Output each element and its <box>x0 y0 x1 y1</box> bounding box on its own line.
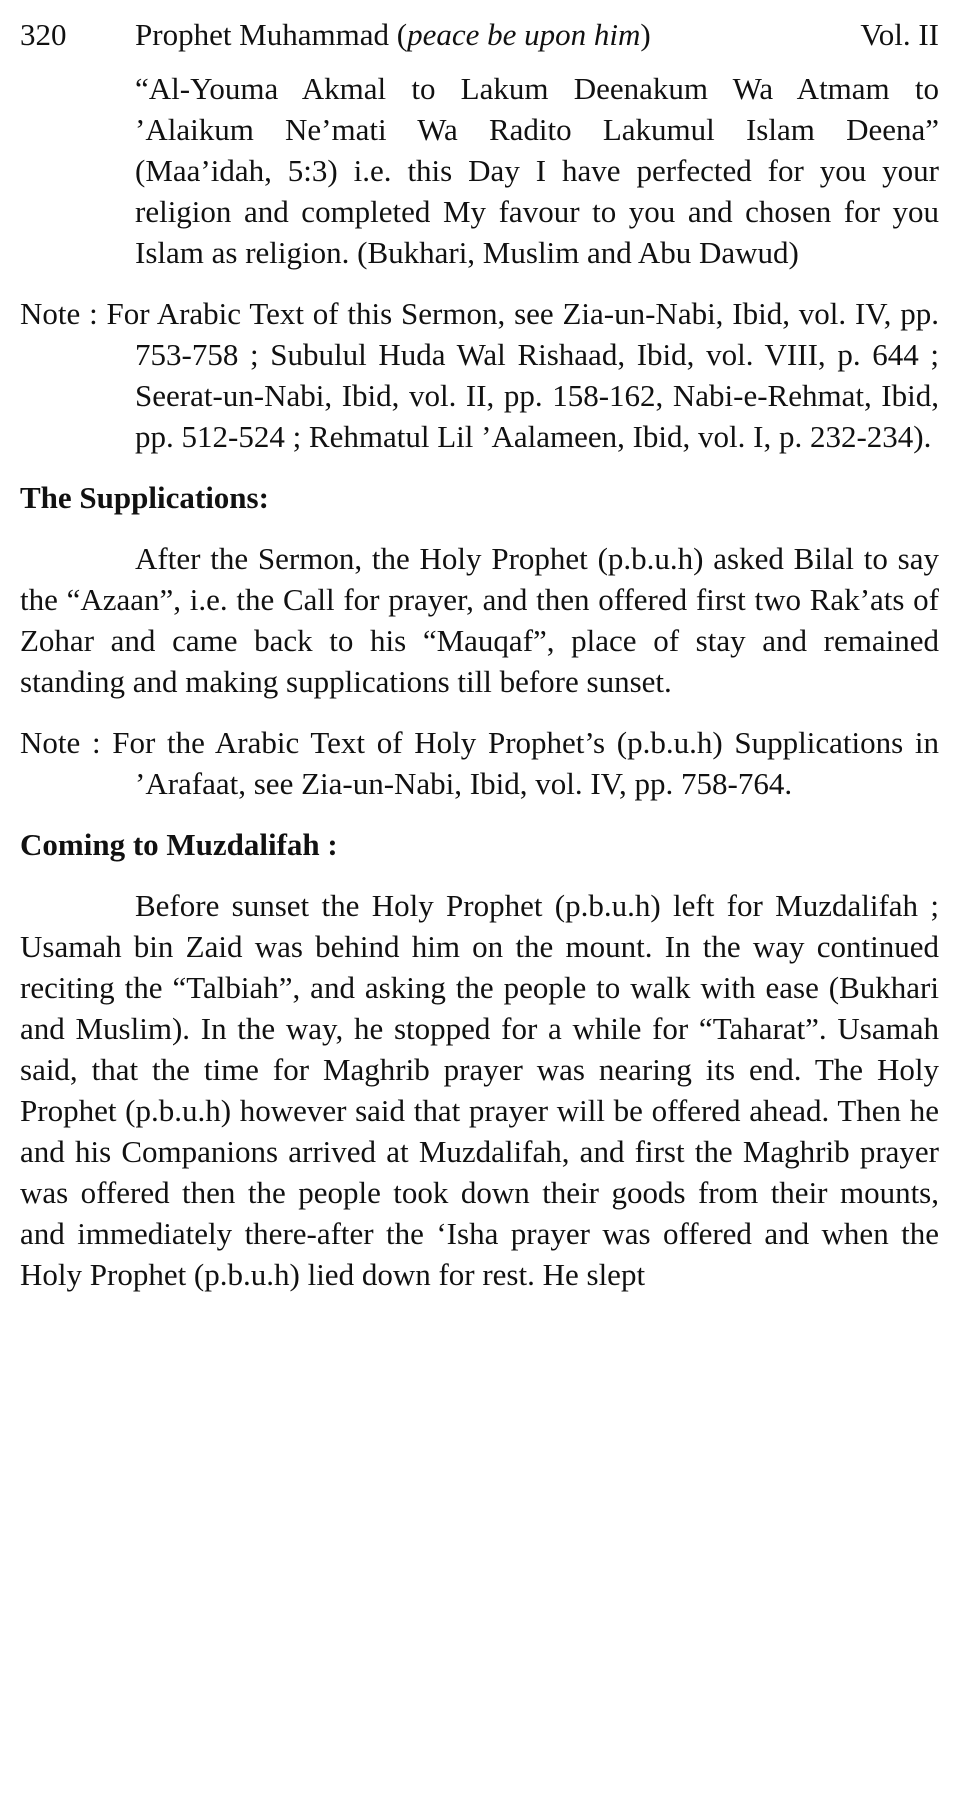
running-title-italic: peace be upon him <box>407 17 641 52</box>
section-heading-muzdalifah: Coming to Muzdalifah : <box>20 827 338 862</box>
section-heading-supplications: The Supplications: <box>20 480 269 515</box>
note-text: For the Arabic Text of Holy Prophet’s (p.b.u.h) Supplications in ’Arafaat, see Zia-un-Nabi, Ibid, vol. IV, pp. 758-764. <box>112 725 939 801</box>
page-number: 320 <box>20 17 67 52</box>
volume-label: Vol. II <box>860 17 939 52</box>
running-title <box>135 14 860 55</box>
muzdalifah-paragraph: Before sunset the Holy Prophet (p.b.u.h) left for Muzdalifah ; Usamah bin Zaid was behind him on the mount. In the way continued reciting the “Talbiah”, and asking the people to walk with ease (Bukhari and Muslim). In the way, he stopped for a while for “Taharat”. Usamah said, that the time for Maghrib prayer was nearing its end. The Holy Prophet (p.b.u.h) however said that prayer will be offered ahead. Then he and his Companions arrived at Muzdalifah, and first the Maghrib prayer was offered then the people took down their goods from their mounts, and immediately there-after the ‘Isha prayer was offered and when the Holy Prophet (p.b.u.h) lied down for rest. He slept <box>20 888 939 1292</box>
note-label: Note : <box>20 296 107 331</box>
note-label: Note : <box>20 725 113 760</box>
note-sermon-sources <box>20 293 939 457</box>
note-supplications-sources <box>20 722 939 804</box>
running-title-suffix: ) <box>640 17 651 52</box>
book-page <box>20 14 945 1315</box>
supplications-paragraph: After the Sermon, the Holy Prophet (p.b.u.h) asked Bilal to say the “Azaan”, i.e. the Call for prayer, and then offered first two Rak’ats of Zohar and came back to his “Mauqaf”, place of stay and remained standing and making supplications till before sunset. <box>20 541 939 699</box>
quran-quote: “Al-Youma Akmal to Lakum Deenakum Wa Atmam to ’Alaikum Ne’mati Wa Radito Lakumul Islam Deena” (Maa’idah, 5:3) i.e. this Day I have perfected for you your religion and completed My favour to you and chosen for you Islam as religion. (Bukhari, Muslim and Abu Dawud) <box>135 71 939 270</box>
note-text: For Arabic Text of this Sermon, see Zia-un-Nabi, Ibid, vol. IV, pp. 753-758 ; Subulul Huda Wal Rishaad, Ibid, vol. VIII, p. 644 ; Seerat-un-Nabi, Ibid, vol. II, pp. 158-162, Nabi-e-Rehmat, Ibid, pp. 512-524 ; Rehmatul Lil ’Aalameen, Ibid, vol. I, p. 232-234). <box>106 296 940 454</box>
running-header <box>20 14 945 62</box>
running-title-prefix: Prophet Muhammad ( <box>135 17 408 52</box>
